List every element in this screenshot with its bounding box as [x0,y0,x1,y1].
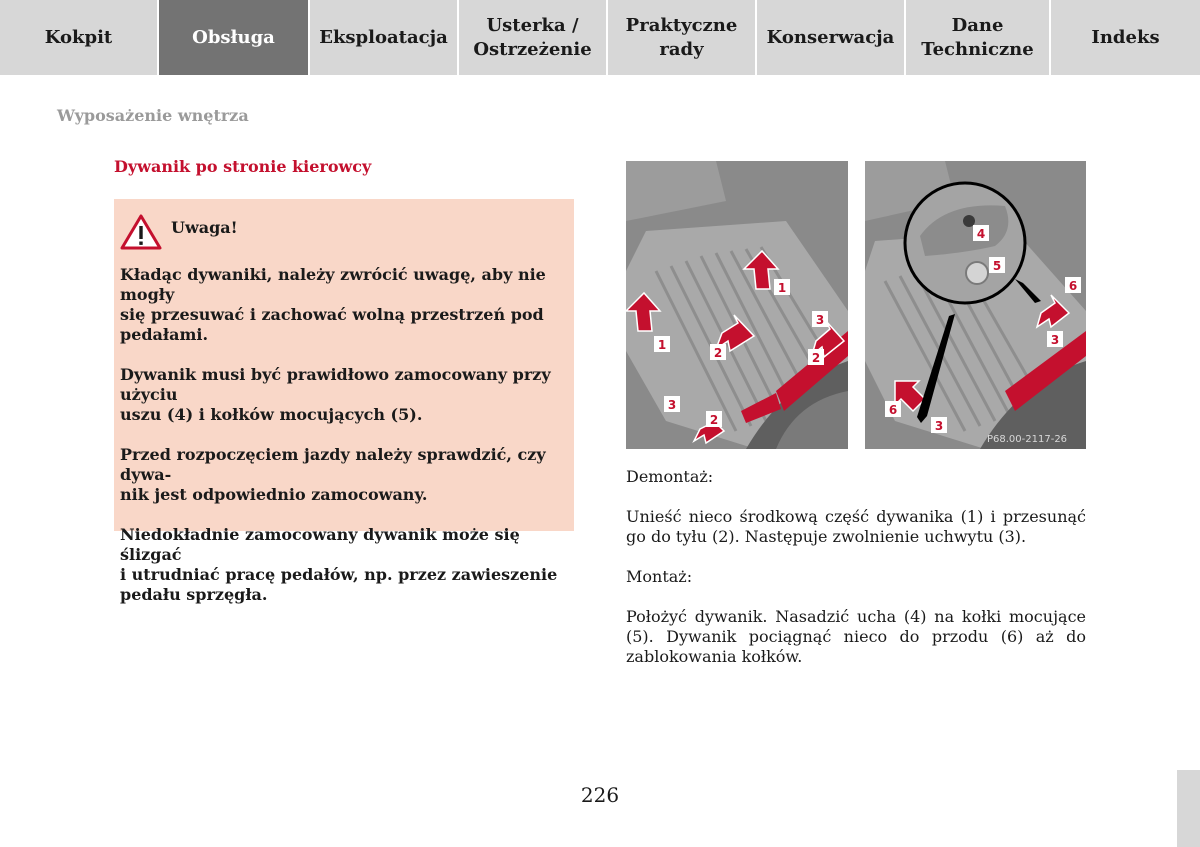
callout-label: 6 [888,403,898,417]
callout-label: 6 [1068,279,1078,293]
callout-label: 3 [934,419,944,433]
warning-paragraph: Niedokładnie zamocowany dywanik może się ślizgać i utrudniać pracę pedałów, np. przez zawieszenie pedału sprzęgła. [120,525,558,604]
floor-mat-installation-figure [865,161,1086,449]
chapter-nav [0,0,1200,75]
floor-mat-removal-figure [626,161,848,449]
callout-label: 3 [815,313,825,327]
section-title: Wyposażenie wnętrza [57,106,249,125]
body-paragraph: Unieść nieco środkową część dywanika (1) i przesunąć go do tyłu (2). Następuje zwolnienie uchwytu (3). [626,507,1086,546]
tab-praktyczne-rady[interactable]: Praktyczne rady [608,0,757,75]
warning-box [114,199,574,604]
body-paragraph: Montaż: [626,567,693,586]
warning-paragraph: Dywanik musi być prawidłowo zamocowany przy użyciu uszu (4) i kołków mocujących (5). [120,365,551,424]
callout-label: 2 [713,346,723,360]
callout-label: 1 [657,338,667,352]
tab-dane-techniczne[interactable]: Dane Techniczne [906,0,1051,75]
callout-label: 3 [667,398,677,412]
warning-title: Uwaga! [171,217,238,237]
subheading: Dywanik po stronie kierowcy [114,157,372,176]
figure-code: P68.00-2117-26 [987,434,1068,445]
callout-label: 4 [976,227,986,241]
tab-konserwacja[interactable]: Konserwacja [757,0,906,75]
warning-header [120,213,568,251]
body-paragraph: Demontaż: [626,467,714,486]
callout-label: 2 [709,413,719,427]
warning-paragraph: Kładąc dywaniki, należy zwrócić uwagę, aby nie mogły się przesuwać i zachować wolną przestrzeń pod pedałami. [120,265,546,344]
tab-obsluga[interactable]: Obsługa [159,0,310,75]
callout-label: 1 [777,281,787,295]
callout-label: 2 [811,351,821,365]
tab-usterka-ostrzezenie[interactable]: Usterka / Ostrzeżenie [459,0,608,75]
page-number: 226 [580,783,620,807]
side-thumb-tab [1177,770,1200,847]
body-paragraph: Położyć dywanik. Nasadzić ucha (4) na kołki mocujące (5). Dywanik pociągnąć nieco do przodu (6) aż do zablokowania kołków. [626,607,1086,666]
instructions [626,467,1086,687]
tab-indeks[interactable]: Indeks [1051,0,1200,75]
tab-eksploatacja[interactable]: Eksploatacja [310,0,459,75]
tab-kokpit[interactable]: Kokpit [0,0,159,75]
callout-label: 3 [1050,333,1060,347]
warning-paragraph: Przed rozpoczęciem jazdy należy sprawdzić, czy dywa- nik jest odpowiednio zamocowany. [120,445,546,504]
callout-label: 5 [992,259,1002,273]
warning-triangle-icon [120,213,162,251]
